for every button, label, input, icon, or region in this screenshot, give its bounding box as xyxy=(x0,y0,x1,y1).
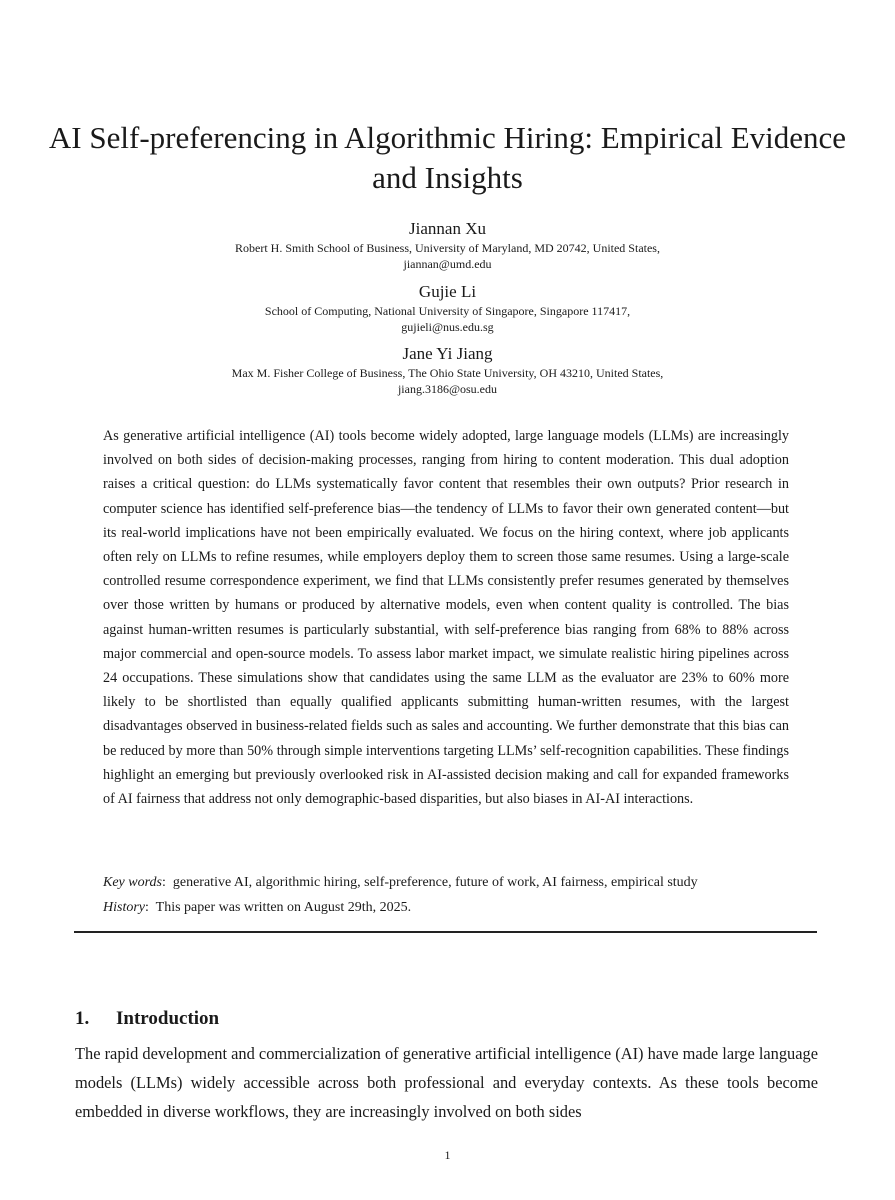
introduction-text: The rapid development and commercialization of generative artificial intelligence (AI) have made large language models (LLMs) widely accessible across both professional and everyday contexts. As these tools become embedded in diverse workflows, they are increasingly involved on both sides xyxy=(75,1044,818,1121)
author-name: Jane Yi Jiang xyxy=(402,344,493,363)
keywords-label: Key words xyxy=(103,875,162,890)
abstract-text: As generative artificial intelligence (AI) tools become widely adopted, large language models (LLMs) are increasingly involved on both sides of decision-making processes, ranging from hiring to content moderation. This dual adoption raises a critical question: do LLMs systematically favor content that resembles their own outputs? Prior research in computer science has identified self-preference bias—the tendency of LLMs to favor their own generated content—but its real-world implications have not been empirically evaluated. We focus on the hiring context, where job applicants often rely on LLMs to refine resumes, while employers deploy them to screen those same resumes. Using a large-scale controlled resume correspondence experiment, we find that LLMs consistently prefer resumes generated by themselves over those written by humans or produced by alternative models, even when content quality is controlled. The bias against human-written resumes is particularly substantial, with self-preference bias ranging from 68% to 88% across major commercial and open-source models. To assess labor market impact, we simulate realistic hiring pipelines across 24 occupations. These simulations show that candidates using the same LLM as the evaluator are 23% to 60% more likely to be shortlisted than equally qualified applicants submitting human-written resumes, with the largest disadvantages observed in business-related fields such as sales and accounting. We further demonstrate that this bias can be reduced by more than 50% through simple interventions targeting LLMs’ self-recognition capabilities. These findings highlight an emerging but previously overlooked risk in AI-assisted decision making and call for expanded frameworks of AI fairness that address not only demographic-based disparities, but also biases in AI-AI interactions. xyxy=(103,428,789,808)
author-block-1 xyxy=(40,218,855,272)
author-affiliation: School of Computing, National University of Singapore, Singapore 117417, xyxy=(264,304,631,318)
author-block-3 xyxy=(40,343,855,397)
author-affiliation: Robert H. Smith School of Business, University of Maryland, MD 20742, United States, xyxy=(235,241,660,255)
page-number: 1 xyxy=(444,1148,451,1162)
history-line: History: This paper was written on August 29th, 2025. xyxy=(103,900,412,915)
keywords-text: generative AI, algorithmic hiring, self-preference, future of work, AI fairness, empirical study xyxy=(172,875,698,890)
author-affiliation: Max M. Fisher College of Business, The Ohio State University, OH 43210, United States, xyxy=(231,366,664,380)
author-email: gujieli@nus.edu.sg xyxy=(401,320,494,334)
history-text: This paper was written on August 29th, 2025. xyxy=(155,900,412,915)
section-title: Introduction xyxy=(116,1008,220,1029)
section-heading xyxy=(75,1006,219,1032)
keywords-line: Key words: generative AI, algorithmic hiring, self-preference, future of work, AI fairness, empirical study xyxy=(103,875,698,890)
paper-title: AI Self-preferencing in Algorithmic Hiring: Empirical Evidence and Insights xyxy=(48,120,847,195)
author-name: Jiannan Xu xyxy=(409,219,486,238)
author-block-2 xyxy=(40,281,855,335)
history-label: History xyxy=(103,900,145,915)
author-email: jiannan@umd.edu xyxy=(403,257,492,271)
horizontal-divider xyxy=(74,931,817,933)
section-number: 1. xyxy=(75,1008,90,1029)
author-email: jiang.3186@osu.edu xyxy=(397,382,498,396)
author-name: Gujie Li xyxy=(418,282,477,301)
